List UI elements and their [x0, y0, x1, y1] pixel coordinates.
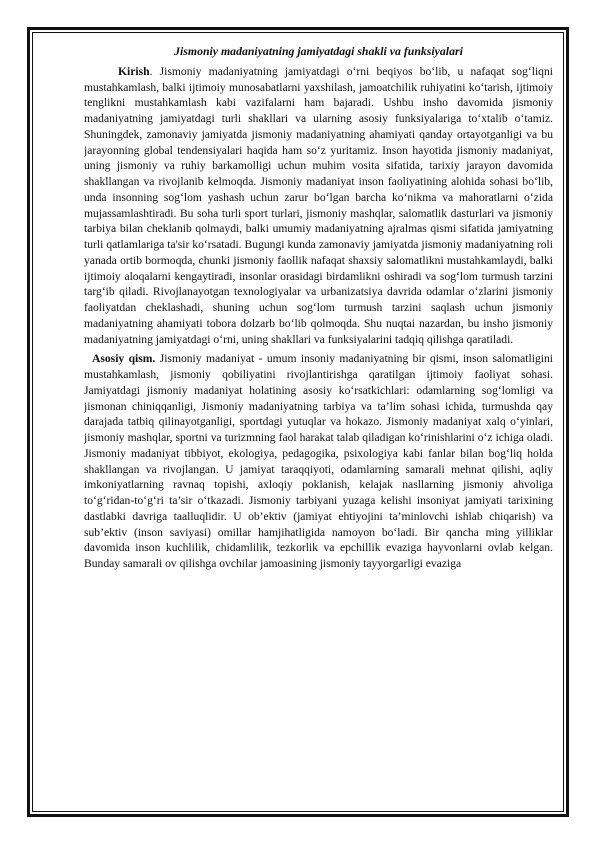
- intro-text: . Jismoniy madaniyatning jamiyatdagi o‘rni beqiyos bo‘lib, u nafaqat sog‘liqni mustahkamlash, balki ijtimoiy munosabatlarni yaxshilash, jamoatchilik ruhiyatini ko‘tarish, ijtimoiy tenglikni mustahkamlash kabi vazifalarni ham bajaradi. Ushbu insho davomida jismoniy madaniyatning jamiyatdagi turli shakllari va ularning asosiy funksiyalariga to‘xtalib o‘tamiz. Shuningdek, zamonaviy jamiyatda jismoniy madaniyatning ahamiyati qanday ortayotganligi va bu jarayonning global tendensiyalari haqida ham so‘z yuritamiz. Inson hayotida jismoniy madaniyat, uning jismoniy va ruhiy barkamolligi uchun muhim vosita sifatida, tarixiy jarayon davomida shakllangan va rivojlanib kelmoqda. Jismoniy madaniyat inson faoliyatining alohida sohasi bo‘lib, unda insonning sog‘lom yashash uchun zarur bo‘lgan barcha ko‘nikma va mahoratlarni o‘zida mujassamlashtiradi. Bu soha turli sport turlari, jismoniy mashqlar, salomatlik dasturlari va jismoniy tarbiya bilan cheklanib qolmaydi, balki umumiy madaniyatning ajralmas qismi sifatida jamiyatning turli qatlamlariga ta'sir ko‘rsatadi. Bugungi kunda zamonaviy jamiyatda jismoniy madaniyatning roli yanada ortib bormoqda, chunki jismoniy faollik nafaqat shaxsiy salomatlikni mustahkamlaydi, balki ijtimoiy aloqalarni kengaytiradi, insonlar orasidagi birdamlikni oshiradi va sog‘lom turmush tarzini targ‘ib qiladi. Rivojlanayotgan texnologiyalar va urbanizatsiya davrida odamlar o‘zlarini jismoniy faoliyatdan cheklashadi, shuning uchun sog‘lom turmush tarzini saqlash uchun jismoniy madaniyatning ahamiyati tobora dolzarb bo‘lib qolmoqda. Shu nuqtai nazardan, bu insho jismoniy madaniyatning jamiyatdagi o‘rni, uning shakllari va funksiyalarini tadqiq qilishga qaratiladi.: [84, 64, 553, 346]
- main-paragraph: [84, 351, 553, 572]
- main-heading: Asosiy qism.: [92, 352, 156, 366]
- main-text: Jismoniy madaniyat - umum insoniy madaniyatning bir qismi, inson salomatligini mustahkamlash, jismoniy qobiliyatini rivojlantirishga qaratilgan ijtimoiy faoliyat sohasi. Jamiyatdagi jismoniy madaniyat holatining asosiy ko‘rsatkichlari: odamlarning sog‘lomligi va jismonan chiniqqanligi, Jismoniy madaniyatning tarbiya va ta’lim sohasi ichida, turmushda qay darajada tatbiq qilinayotganligi, sportdagi yutuqlar va hokazo. Jismoniy madaniyat xalq o‘yinlari, jismoniy mashqlar, sportni va turizmning faol harakat talab qiladigan ko‘rinishlarini o‘z ichiga oladi. Jismoniy madaniyat tibbiyot, ekologiya, pedagogika, psixologiya kabi fanlar bilan bog‘liq holda shakllangan va rivojlangan. U jamiyat taraqqiyoti, odamlarning samarali mehnat qilishi, aqliy imkoniyatlarning ravnaq topishi, axloqiy poklanish, kelajak nasllarning jismoniy ahvoliga to‘g‘ridan-to‘g‘ri ta’sir o‘tkazadi. Jismoniy tarbiyani yuzaga kelishi insoniyat jamiyati tarixining dastlabki davriga taalluqlidir. U ob’ektiv (jamiyat ehtiyojini ta’minlovchi ishlab chiqarish) va sub’ektiv (inson saviyasi) omillar hamjihatligida namoyon bo‘ladi. Bir qancha ming yilliklar davomida inson kuchlilik, chidamlilik, tezkorlik va epchillik evaziga hayvonlarni ovlab kelgan. Bunday samarali ov qilishga ovchilar jamoasining jismoniy tayyorgarligi evaziga: [84, 352, 553, 570]
- intro-heading: Kirish: [118, 64, 150, 78]
- document-body: [84, 44, 553, 814]
- document-title: Jismoniy madaniyatning jamiyatdagi shakli va funksiyalari: [174, 44, 463, 58]
- intro-paragraph: [84, 64, 553, 348]
